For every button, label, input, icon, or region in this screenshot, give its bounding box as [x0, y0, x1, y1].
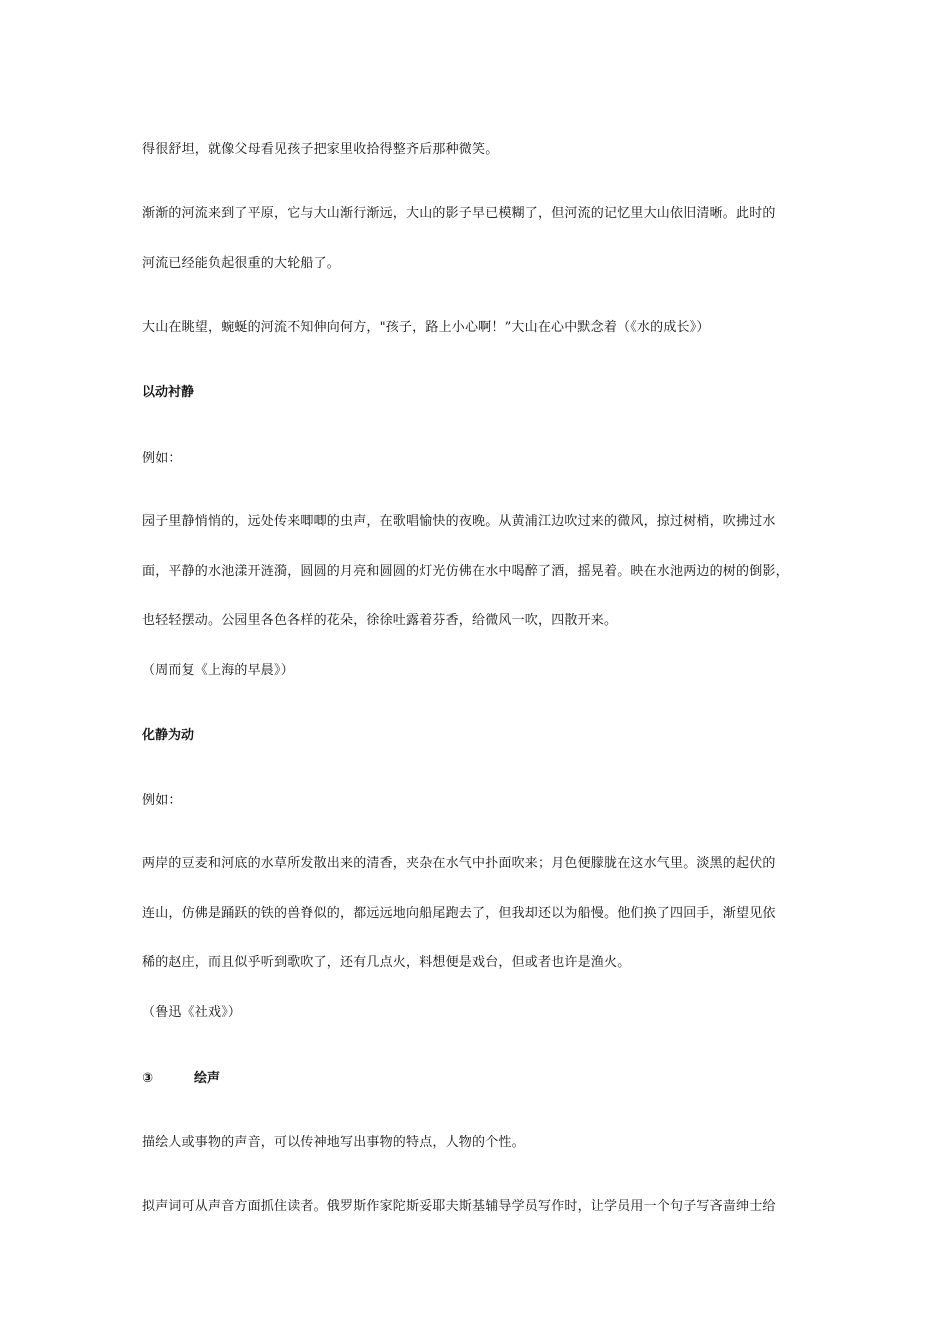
paragraph-line: 面，平静的水池漾开涟漪，圆圆的月亮和圆圆的灯光仿佛在水中喝醉了酒，摇晃着。映在水池两边的树的倒影， — [142, 564, 789, 579]
paragraph-line: 园子里静悄悄的，远处传来唧唧的虫声，在歌唱愉快的夜晚。从黄浦江边吹过来的微风，掠过树梢，吹拂过水 — [142, 514, 776, 529]
paragraph-line: 大山在眺望，蜿蜒的河流不知伸向何方，"孩子，路上小心啊！”大山在心中默念着（《水的成长》） — [142, 320, 710, 335]
paragraph-line: 也轻轻摆动。公园里各色各样的花朵，徐徐吐露着芬香，给微风一吹，四散开来。 — [142, 613, 618, 628]
section-heading: 以动衬静 — [142, 385, 195, 400]
section-heading: 化静为动 — [142, 728, 195, 743]
paragraph-line: 描绘人或事物的声音，可以传神地写出事物的特点，人物的个性。 — [142, 1135, 525, 1150]
paragraph-line: 河流已经能负起很重的大轮船了。 — [142, 256, 341, 271]
source-citation: （周而复《上海的早晨》） — [142, 663, 294, 678]
example-label: 例如： — [142, 451, 182, 466]
section-heading — [142, 1071, 220, 1087]
paragraph-line: 渐渐的河流来到了平原，它与大山渐行渐远，大山的影子早已模糊了，但河流的记忆里大山依旧清晰。此时的 — [142, 206, 776, 221]
example-label: 例如： — [142, 793, 182, 808]
section-title: 绘声 — [194, 1071, 221, 1086]
paragraph-line: 拟声词可从声音方面抓住读者。俄罗斯作家陀斯妥耶夫斯基辅导学员写作时，让学员用一个句子写吝啬绅士给 — [142, 1199, 776, 1214]
paragraph-line: 得很舒坦，就像父母看见孩子把家里收拾得整齐后那种微笑。 — [142, 142, 499, 157]
paragraph-line: 两岸的豆麦和河底的水草所发散出来的清香，夹杂在水气中扑面吹来；月色便朦胧在这水气里。淡黑的起伏的 — [142, 856, 776, 871]
paragraph-line: 连山，仿佛是踊跃的铁的兽脊似的，都远远地向船尾跑去了，但我却还以为船慢。他们换了四回手，渐望见依 — [142, 906, 776, 921]
section-number: ③ — [142, 1071, 154, 1086]
source-citation: （鲁迅《社戏》） — [142, 1005, 242, 1020]
paragraph-line: 稀的赵庄，而且似乎听到歌吹了，还有几点火，料想便是戏台，但或者也许是渔火。 — [142, 955, 631, 970]
